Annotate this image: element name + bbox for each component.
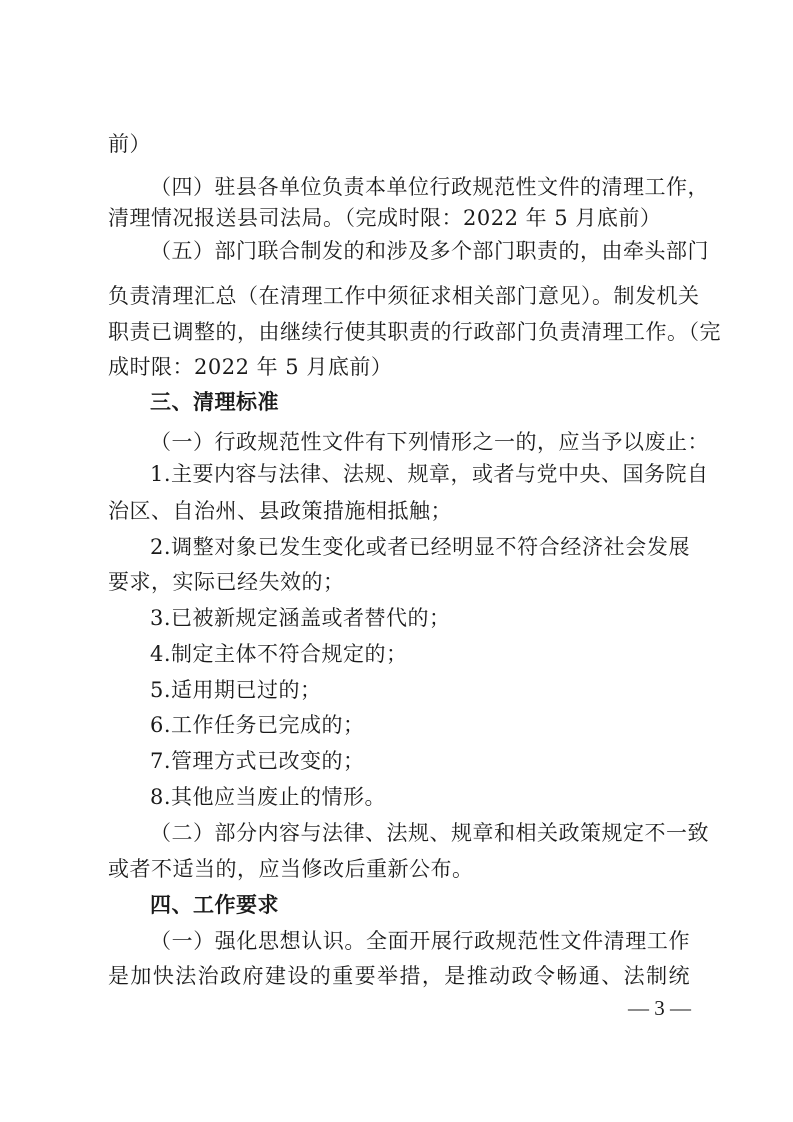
text-line: 或者不适当的，应当修改后重新公布。 xyxy=(108,857,474,881)
section-heading: 四、工作要求 xyxy=(150,893,279,917)
text-line: 要求，实际已经失效的； xyxy=(108,570,345,594)
text-line: （四）驻县各单位负责本单位行政规范性文件的清理工作， xyxy=(150,175,709,199)
text-line: 成时限：2022 年 5 月底前） xyxy=(108,355,393,379)
page-number: — 3 — xyxy=(628,996,691,1020)
text-line: 5.适用期已过的； xyxy=(150,678,322,702)
text-line: 是加快法治政府建设的重要举措，是推动政令畅通、法制统 xyxy=(108,964,690,988)
text-line: 7.管理方式已改变的； xyxy=(150,749,365,773)
text-line: 前） xyxy=(108,132,151,156)
text-line: 6.工作任务已完成的； xyxy=(150,713,365,737)
text-line: 2.调整对象已发生变化或者已经明显不符合经济社会发展 xyxy=(150,535,690,559)
text-line: 职责已调整的，由继续行使其职责的行政部门负责清理工作。（完 xyxy=(108,320,721,344)
text-line: 8.其他应当废止的情形。 xyxy=(150,785,387,809)
text-line: 3.已被新规定涵盖或者替代的； xyxy=(150,606,451,630)
text-line: 负责清理汇总（在清理工作中须征求相关部门意见）。制发机关 xyxy=(108,284,700,308)
text-line: （一）行政规范性文件有下列情形之一的，应当予以废止： xyxy=(150,430,709,454)
text-line: 4.制定主体不符合规定的； xyxy=(150,642,408,666)
text-line: 1.主要内容与法律、法规、规章，或者与党中央、国务院自 xyxy=(150,462,709,486)
text-line: 清理情况报送县司法局。（完成时限：2022 年 5 月底前） xyxy=(108,206,662,230)
text-line: 治区、自治州、县政策措施相抵触； xyxy=(108,499,452,523)
section-heading: 三、清理标准 xyxy=(150,390,279,414)
text-line: （五）部门联合制发的和涉及多个部门职责的，由牵头部门 xyxy=(150,239,709,263)
text-line: （二）部分内容与法律、法规、规章和相关政策规定不一致 xyxy=(150,821,709,845)
text-line: （一）强化思想认识。全面开展行政规范性文件清理工作 xyxy=(150,929,690,953)
